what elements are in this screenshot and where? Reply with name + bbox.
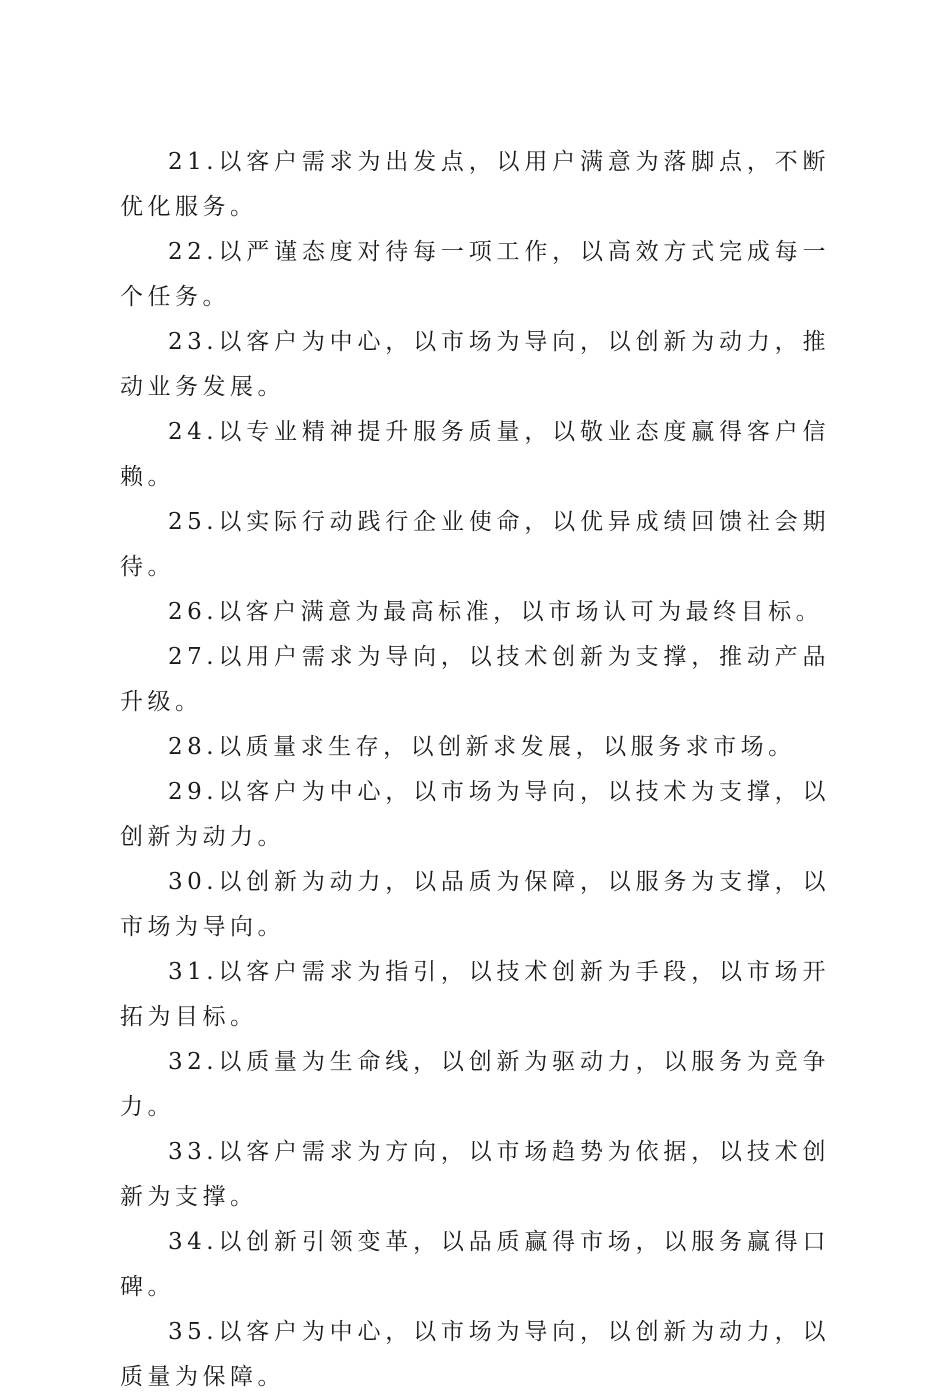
list-item-23: 23.以客户为中心，以市场为导向，以创新为动力，推动业务发展。	[120, 329, 830, 400]
list-item-24: 24.以专业精神提升服务质量，以敬业态度赢得客户信赖。	[120, 419, 830, 490]
list-item-34: 34.以创新引领变革，以品质赢得市场，以服务赢得口碑。	[120, 1229, 830, 1300]
list-item-32: 32.以质量为生命线，以创新为驱动力，以服务为竞争力。	[120, 1049, 830, 1120]
list-item-31: 31.以客户需求为指引，以技术创新为手段，以市场开拓为目标。	[120, 959, 830, 1030]
list-item-29: 29.以客户为中心，以市场为导向，以技术为支撑，以创新为动力。	[120, 779, 830, 850]
list-item-22: 22.以严谨态度对待每一项工作，以高效方式完成每一个任务。	[120, 239, 830, 310]
list-item-33: 33.以客户需求为方向，以市场趋势为依据，以技术创新为支撑。	[120, 1139, 830, 1210]
list-item-26: 26.以客户满意为最高标准，以市场认可为最终目标。	[168, 599, 824, 625]
list-item-28: 28.以质量求生存，以创新求发展，以服务求市场。	[168, 734, 796, 760]
list-item-35: 35.以客户为中心，以市场为导向，以创新为动力，以质量为保障。	[120, 1319, 830, 1390]
document-body	[120, 140, 830, 1400]
list-item-30: 30.以创新为动力，以品质为保障，以服务为支撑，以市场为导向。	[120, 869, 830, 940]
list-item-21: 21.以客户需求为出发点，以用户满意为落脚点，不断优化服务。	[120, 149, 830, 220]
list-item-27: 27.以用户需求为导向，以技术创新为支撑，推动产品升级。	[120, 644, 830, 715]
list-item-25: 25.以实际行动践行企业使命，以优异成绩回馈社会期待。	[120, 509, 830, 580]
